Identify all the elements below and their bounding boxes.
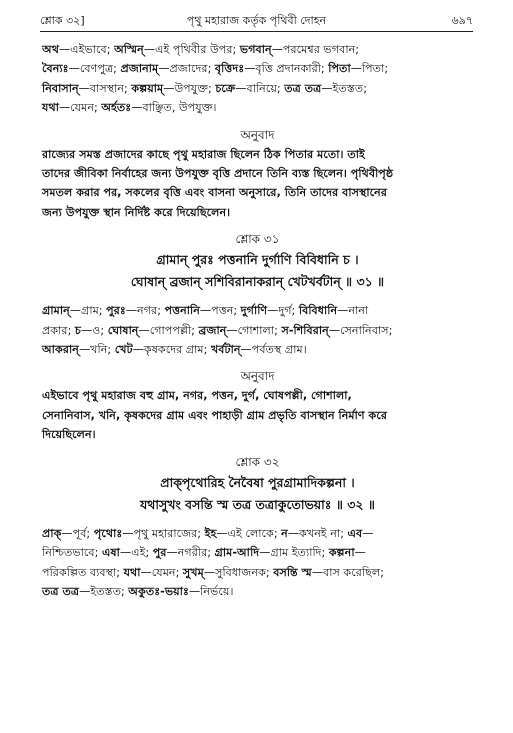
verse-line: গ্রামান্ পুরঃ পত্তনানি দুর্গাণি বিবিধানি চ । xyxy=(156,252,359,268)
word-meaning: —এই পৃথিবীর উপর; xyxy=(143,43,240,56)
sanskrit-word: আকরান্ xyxy=(42,343,79,357)
word-meaning: —কৃষকদের গ্রাম; xyxy=(132,343,211,357)
word-meaning: —নগরীর; xyxy=(166,546,215,560)
synonyms-block xyxy=(42,524,473,602)
sanskrit-word: পৃথোঃ xyxy=(93,526,123,540)
word-meaning: —গ্রাম; xyxy=(69,304,107,318)
translation-heading: অনুবাদ xyxy=(240,127,275,142)
word-meaning: —উপযুক্ত; xyxy=(163,81,216,95)
word-meaning: —বানিয়ে; xyxy=(235,81,285,95)
sanskrit-word: যথা xyxy=(42,101,59,115)
word-meaning: —বেণপুত্র; xyxy=(68,62,121,76)
synonyms-block xyxy=(42,301,473,359)
word-meaning: —বাসস্থান; xyxy=(78,81,132,95)
header-verse-ref: শ্লোক ৩২] xyxy=(40,14,85,27)
sanskrit-word: প্রজানাম্ xyxy=(120,62,159,76)
sanskrit-word: ঘোষান্ xyxy=(107,323,139,337)
sanskrit-word: দুর্গাণি xyxy=(240,304,268,318)
synonym-line xyxy=(42,59,473,78)
word-meaning: —গোশালা; xyxy=(226,323,282,337)
word-meaning: —এই লোকে; xyxy=(216,526,282,540)
word-meaning: —গ্রাম ইত্যাদি; xyxy=(259,546,329,560)
verse-block xyxy=(42,472,473,516)
word-meaning: —বাঞ্ছিত, উপযুক্ত। xyxy=(131,101,217,115)
word-meaning: —পর্বতস্থ গ্রাম। xyxy=(240,343,307,357)
sanskrit-word: বসন্তি স্ম xyxy=(273,565,312,579)
sanskrit-word: বৈন্যঃ xyxy=(42,62,69,76)
sanskrit-word: কল্পনা xyxy=(328,546,355,560)
sanskrit-word: ন xyxy=(281,526,288,540)
sanskrit-word: পুর xyxy=(152,546,167,560)
sanskrit-word: বিবিধানি xyxy=(298,304,338,318)
translation-line: সমতল করার পর, সকলের বৃত্তি এবং বাসনা অনুসারে, তিনি তাদের বাসস্থানের xyxy=(42,186,387,200)
word-meaning: —ইতস্তত; xyxy=(79,584,129,598)
word-meaning: — xyxy=(362,526,374,540)
verse-heading: শ্লোক ৩১ xyxy=(235,232,280,247)
verse-block xyxy=(42,249,473,293)
translation-line: সেনানিবাস, খনি, কৃষকদের গ্রাম এবং পাহাড়ী গ্রাম প্রভৃতি বাসস্থান নির্মাণ করে xyxy=(42,408,388,422)
sanskrit-word: চ xyxy=(74,323,81,337)
page-content xyxy=(42,40,473,601)
word-meaning: পরিকল্পিত ব্যবস্থা; xyxy=(42,565,124,579)
header-page-number: ৬৯৭ xyxy=(451,14,473,27)
translation-block xyxy=(42,386,473,444)
word-meaning: —সুবিধাজনক; xyxy=(203,565,274,579)
word-meaning: —খনি; xyxy=(78,343,115,357)
sanskrit-word: খেট xyxy=(114,343,133,357)
synonym-line xyxy=(42,543,473,562)
word-meaning: —যেমন; xyxy=(58,101,102,115)
verse-line: প্রাক্পৃথোরিহ নৈবৈষা পুরগ্রামাদিকল্পনা । xyxy=(160,474,355,490)
header-rule xyxy=(40,31,473,32)
sanskrit-word: পিতা xyxy=(328,62,351,76)
translation-line: জন্য উপযুক্ত স্থান নির্দিষ্ট করে দিয়েছিলেন। xyxy=(42,205,231,219)
sanskrit-word: পুরঃ xyxy=(106,304,126,318)
sanskrit-word: স-শিবিরান্ xyxy=(281,323,329,337)
word-meaning: —বাস করেছিল; xyxy=(311,565,384,579)
verse-line: ঘোষান্ ব্রজান্ সশিবিরানাকরান্ খেটখর্বটান্ ॥ ৩১ ॥ xyxy=(130,274,385,290)
synonym-line xyxy=(42,40,473,59)
verse-heading: শ্লোক ৩২ xyxy=(235,454,280,469)
word-meaning: —ইতস্তত; xyxy=(321,81,367,95)
word-meaning: —দুর্গ; xyxy=(267,304,299,318)
synonym-line xyxy=(42,98,473,117)
sanskrit-word: ভগবান্ xyxy=(239,43,272,56)
sanskrit-word: অথ xyxy=(42,43,59,56)
word-meaning: —পিতা; xyxy=(350,62,389,76)
translation-line: রাজ্যের সমস্ত প্রজাদের কাছে পৃথু মহারাজ ছিলেন ঠিক পিতার মতো। তাই xyxy=(42,147,365,161)
synonym-line xyxy=(42,301,473,320)
word-meaning: — xyxy=(354,546,366,560)
word-meaning: —সেনানিবাস; xyxy=(328,323,393,337)
word-meaning: —পৃথু মহারাজের; xyxy=(122,526,205,540)
sanskrit-word: নিবাসান্ xyxy=(42,81,79,95)
sanskrit-word: চক্রে xyxy=(215,81,236,95)
translation-heading: অনুবাদ xyxy=(240,369,275,384)
sanskrit-word: তত্র তত্র xyxy=(284,81,322,95)
word-meaning: প্রকার; xyxy=(42,323,75,337)
word-meaning: —পত্তন; xyxy=(199,304,241,318)
sanskrit-word: যথা xyxy=(123,565,141,579)
synonym-line xyxy=(42,79,473,98)
sanskrit-word: ব্রজান্ xyxy=(198,323,227,337)
synonym-line xyxy=(42,563,473,582)
sanskrit-word: খর্বটান্ xyxy=(210,343,241,357)
word-meaning: —বৃত্তি প্রদানকারী; xyxy=(244,62,329,76)
synonym-line xyxy=(42,582,473,601)
header-chapter-title: পৃথু মহারাজ কর্তৃক পৃথিবী দোহন xyxy=(186,14,327,27)
synonyms-block xyxy=(42,40,473,118)
sanskrit-word: অস্মিন্ xyxy=(114,43,144,56)
word-meaning: —নগর; xyxy=(125,304,165,318)
word-meaning: —যেমন; xyxy=(140,565,183,579)
page-header xyxy=(40,10,473,30)
sanskrit-word: সুখম্ xyxy=(182,565,204,579)
sanskrit-word: পত্তনানি xyxy=(164,304,200,318)
word-meaning: —নানা xyxy=(337,304,369,318)
synonym-line xyxy=(42,321,473,340)
sanskrit-word: প্রাক্ xyxy=(42,526,62,540)
translation-line: দিয়েছিলেন। xyxy=(42,428,96,442)
word-meaning: —পূর্ব; xyxy=(61,526,94,540)
word-meaning: —এইভাবে; xyxy=(58,43,115,56)
sanskrit-word: গ্রাম-আদি xyxy=(214,546,260,560)
sanskrit-word: ইহ xyxy=(204,526,217,540)
synonym-line xyxy=(42,524,473,543)
sanskrit-word: এব xyxy=(347,526,363,540)
translation-block xyxy=(42,145,473,223)
sanskrit-word: কল্পয়াম্ xyxy=(131,81,164,95)
sanskrit-word: তত্র তত্র xyxy=(42,584,80,598)
sanskrit-word: বৃত্তিদঃ xyxy=(214,62,245,76)
word-meaning: —এই; xyxy=(119,546,153,560)
verse-line: যথাসুখং বসন্তি স্ম তত্র তত্রাকুতোভয়াঃ ॥ ৩২ ॥ xyxy=(140,496,375,512)
word-meaning: —কখনই না; xyxy=(287,526,348,540)
sanskrit-word: অকুতঃ-ভয়াঃ xyxy=(128,584,189,598)
sanskrit-word: অর্হতঃ xyxy=(101,101,132,115)
sanskrit-word: এষা xyxy=(101,546,120,560)
word-meaning: —প্রজাদের; xyxy=(158,62,215,76)
translation-line: তাদের জীবিকা নির্বাহের জন্য উপযুক্ত বৃত্তি প্রদানে তিনি ব্যস্ত ছিলেন। পৃথিবীপৃষ্ঠ xyxy=(42,167,394,181)
word-meaning: —নির্ভয়ে। xyxy=(188,584,234,598)
word-meaning: —গোপপল্লী; xyxy=(138,323,199,337)
word-meaning: —পরমেশ্বর ভগবান; xyxy=(271,43,360,56)
word-meaning: —ও; xyxy=(80,323,108,337)
synonym-line xyxy=(42,340,473,359)
word-meaning: নিশ্চিতভাবে; xyxy=(42,546,102,560)
sanskrit-word: গ্রামান্ xyxy=(42,304,70,318)
translation-line: এইভাবে পৃথু মহারাজ বহু গ্রাম, নগর, পত্তন, দুর্গ, ঘোষপল্লী, গোশালা, xyxy=(42,389,352,403)
